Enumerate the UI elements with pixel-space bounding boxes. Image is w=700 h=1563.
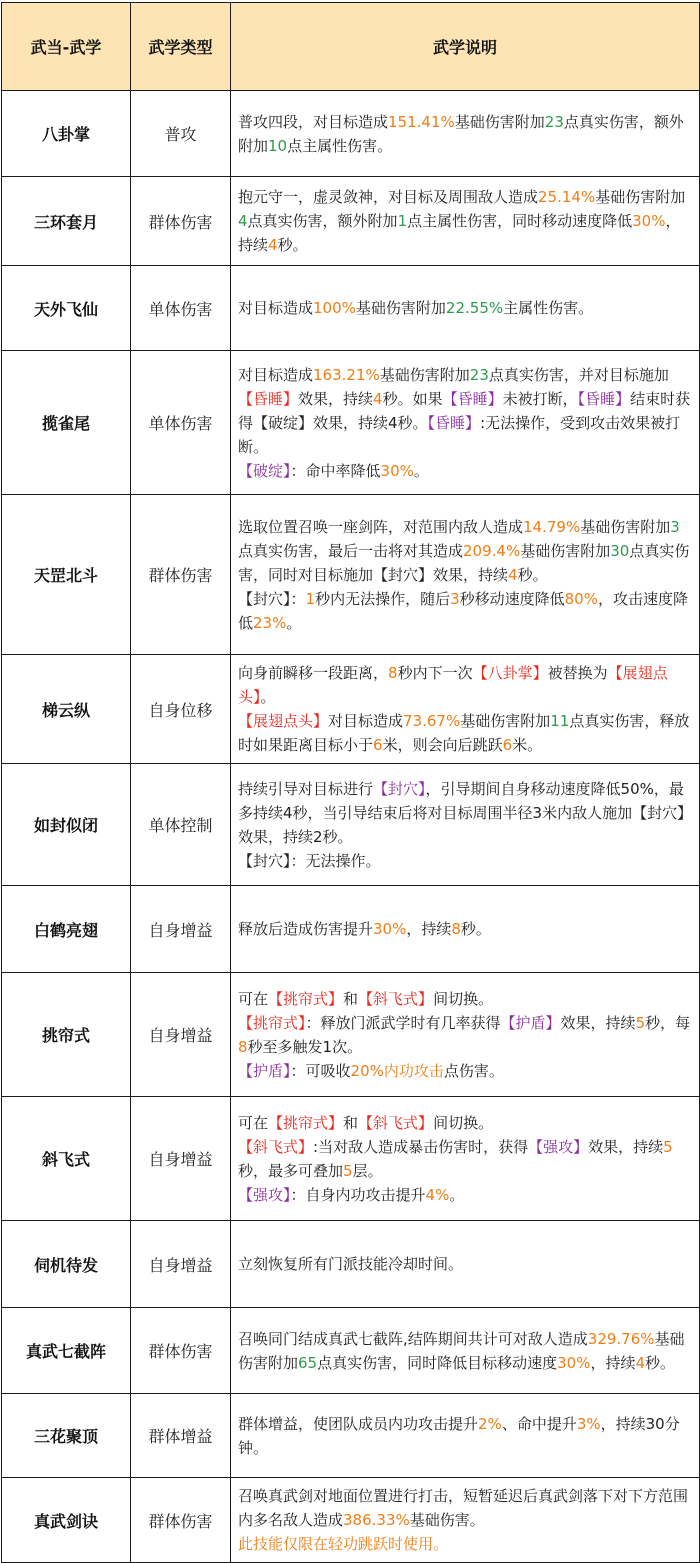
skill-type: 普攻: [131, 91, 231, 177]
skill-type: 自身增益: [131, 1221, 231, 1308]
table-row: [2, 266, 700, 351]
skill-type: 自身增益: [131, 1097, 231, 1221]
description-text: 【昏睡】: [427, 413, 481, 432]
skill-type: 自身增益: [131, 886, 231, 973]
description-text: 329.76%: [587, 1329, 655, 1348]
description-text: 此技能仅限在轻功跳跃时使用。: [238, 1535, 449, 1553]
description-text: 3: [450, 589, 460, 608]
table-row: [2, 655, 700, 764]
description-text: 3: [670, 517, 680, 536]
description-text: 22.55%: [445, 299, 504, 317]
description-text: 秒内无法操作，随后: [315, 589, 451, 608]
description-text: 【挑帘式】: [268, 989, 344, 1008]
description-text: 【昏睡】: [238, 389, 299, 408]
skill-name: 揽雀尾: [2, 351, 131, 495]
description-text: 秒内下一次: [397, 664, 473, 682]
description-text: 秒，每: [645, 1013, 691, 1032]
table-row: [2, 1097, 700, 1221]
skill-name: 八卦掌: [2, 91, 131, 177]
description-text: 30%: [373, 920, 407, 938]
skill-type: 群体伤害: [131, 1478, 231, 1563]
description-text: 秒。: [460, 920, 491, 938]
skill-name: 白鹤亮翅: [2, 886, 131, 973]
description-text: 点真实伤害，额外附加: [238, 112, 684, 155]
table-row: [2, 351, 700, 495]
description-text: 100%: [313, 299, 356, 317]
skill-name: 如封似闭: [2, 764, 131, 886]
description-text: 163.21%: [313, 365, 380, 384]
description-text: 8: [238, 1037, 248, 1056]
description-text: 【斜飞式】: [358, 1113, 434, 1132]
description-text: 效果，持续: [588, 1137, 664, 1156]
description-text: 向身前瞬移一段距离，: [238, 664, 389, 682]
description-text: 秒至多触发1次。: [247, 1037, 363, 1056]
description-text: 。: [413, 461, 429, 480]
description-text: 【八卦掌】: [472, 664, 548, 682]
skill-description: [231, 266, 700, 351]
description-text: 【强攻】: [528, 1137, 589, 1156]
table-row: [2, 1394, 700, 1478]
description-text: 【展翅点头】: [238, 664, 668, 706]
description-text: 4: [635, 1353, 646, 1372]
skill-type: 单体伤害: [131, 266, 231, 351]
description-paragraph: [238, 661, 693, 709]
description-text: 米。: [512, 736, 543, 754]
description-paragraph: [238, 515, 693, 587]
description-text: 【护盾】: [238, 1061, 291, 1080]
description-text: 基础伤害附加: [355, 299, 446, 317]
header-skill-type: 武学类型: [131, 3, 231, 91]
description-text: ，持续30分钟。: [238, 1414, 680, 1457]
table-row: [2, 91, 700, 177]
table-row: [2, 764, 700, 886]
skill-type: 群体伤害: [131, 1308, 231, 1394]
table-row: [2, 495, 700, 655]
description-paragraph: [238, 849, 693, 873]
description-text: ，引导期间自身移动速度降低50%，最多持续4秒，当引导结束后将对目标周围半径3米内敌人施加【封穴】效果，持续2秒。: [238, 779, 693, 846]
skill-description: [231, 1394, 700, 1478]
description-paragraph: [238, 1111, 693, 1135]
description-text: ，持续: [590, 1353, 636, 1372]
description-text: 3%: [576, 1414, 601, 1433]
description-text: 【斜飞式】: [238, 1137, 314, 1156]
description-text: 5: [663, 1137, 673, 1156]
description-text: 11: [550, 712, 570, 730]
description-paragraph: [238, 110, 693, 158]
description-text: 2%: [478, 1414, 502, 1433]
description-text: 【封穴】: [373, 779, 426, 798]
skill-type: 自身增益: [131, 973, 231, 1097]
skill-description: [231, 1308, 700, 1394]
description-paragraph: [238, 777, 693, 849]
description-text: 和: [343, 1113, 359, 1132]
description-text: 、命中提升: [501, 1414, 577, 1433]
description-text: 4: [268, 236, 278, 254]
skill-name: 三环套月: [2, 177, 131, 266]
table-row: [2, 1478, 700, 1563]
skill-description: [231, 973, 700, 1097]
description-text: 30%: [557, 1353, 591, 1372]
description-text: 【挑帘式】: [238, 1013, 306, 1032]
description-text: 80%: [564, 589, 598, 608]
description-text: 【强攻】: [238, 1185, 291, 1204]
description-text: 基础伤害附加: [595, 188, 686, 206]
description-text: 【展翅点头】: [238, 712, 329, 730]
description-text: ，攻击速度降低: [238, 589, 688, 632]
skill-description: [231, 177, 700, 266]
description-text: 【挑帘式】: [268, 1113, 344, 1132]
description-text: 基础伤害附加: [460, 712, 551, 730]
description-text: 点真实伤害，释放时如果距离目标小于: [238, 712, 690, 754]
description-text: :当对敌人造成暴击伤害时，获得: [313, 1137, 529, 1156]
description-text: 6: [502, 736, 513, 754]
description-text: ：自身内功攻击提升: [290, 1185, 426, 1204]
description-text: 4: [373, 389, 383, 408]
description-text: 151.41%: [388, 112, 455, 131]
description-text: 秒。: [277, 236, 308, 254]
description-text: 30%: [380, 461, 414, 480]
description-paragraph: [238, 1059, 693, 1083]
header-row: [2, 3, 700, 91]
description-text: 召唤真武剑对地面位置进行打击，短暂延迟后真武剑落下对下方范围内多名敌人造成: [238, 1487, 689, 1529]
description-text: ：可吸收: [290, 1061, 351, 1080]
description-text: 秒，最多可叠加: [238, 1161, 344, 1180]
description-text: 持续引导对目标进行: [238, 779, 374, 798]
description-text: 。: [260, 688, 276, 706]
skill-type: 单体控制: [131, 764, 231, 886]
description-text: 可在: [238, 1113, 269, 1132]
description-text: 结束时获得【破绽】效果，持续4秒。: [238, 389, 691, 432]
description-text: 未被打断，: [502, 389, 578, 408]
table-row: [2, 177, 700, 266]
description-text: 65: [298, 1353, 318, 1372]
description-text: 。: [449, 1185, 465, 1204]
description-text: 25.14%: [538, 188, 596, 206]
skill-table: [1, 2, 700, 1563]
description-paragraph: [238, 1532, 693, 1556]
skill-name: 真武七截阵: [2, 1308, 131, 1394]
description-text: 基础伤害附加: [238, 1329, 685, 1372]
description-paragraph: [238, 917, 693, 941]
description-text: 【封穴】：无法操作。: [238, 851, 381, 870]
description-text: 群体增益，使团队成员内功攻击提升: [238, 1414, 479, 1433]
skill-description: [231, 886, 700, 973]
header-school-skill: 武当-武学: [2, 3, 131, 91]
description-text: 【昏睡】: [577, 389, 631, 408]
description-text: 8: [388, 664, 398, 682]
skill-type: 自身位移: [131, 655, 231, 764]
description-text: 点真实伤害，最后一击将对其造成: [238, 541, 464, 560]
description-text: ：命中率降低: [290, 461, 381, 480]
description-text: 基础伤害附加: [580, 517, 671, 536]
table-row: [2, 886, 700, 973]
description-text: 普攻四段，对目标造成: [238, 112, 389, 131]
description-text: 73.67%: [403, 712, 461, 730]
table-row: [2, 1308, 700, 1394]
description-paragraph: [238, 1183, 693, 1207]
description-text: ，持续: [406, 920, 452, 938]
skill-name: 天外飞仙: [2, 266, 131, 351]
description-text: 释放后造成伤害提升: [238, 920, 374, 938]
description-text: 点伤害。: [443, 1061, 504, 1080]
skill-type: 群体增益: [131, 1394, 231, 1478]
description-text: 【护盾】: [500, 1013, 561, 1032]
description-text: 主属性伤害。: [503, 299, 594, 317]
description-text: 秒移动速度降低: [459, 589, 565, 608]
description-paragraph: [238, 709, 693, 757]
skill-type: 群体伤害: [131, 495, 231, 655]
description-text: 30: [610, 541, 630, 560]
description-text: 抱元守一，虚灵敛神，对目标及周围敌人造成: [238, 188, 539, 206]
skill-type: 群体伤害: [131, 177, 231, 266]
description-paragraph: [238, 1484, 693, 1532]
description-paragraph: [238, 363, 693, 459]
description-text: 对目标造成: [238, 299, 314, 317]
table-row: [2, 973, 700, 1097]
description-paragraph: [238, 1327, 693, 1375]
skill-name: 真武剑诀: [2, 1478, 131, 1563]
description-text: :无法操作，受到攻击效果被打断。: [238, 413, 681, 456]
description-text: 4: [508, 565, 518, 584]
description-text: 间切换。: [433, 1113, 494, 1132]
skill-name: 梯云纵: [2, 655, 131, 764]
description-text: 209.4%: [463, 541, 521, 560]
skill-description: [231, 1478, 700, 1563]
skill-description: [231, 655, 700, 764]
description-paragraph: [238, 987, 693, 1011]
skill-description: [231, 1221, 700, 1308]
description-text: 召唤同门结成真武七截阵,结阵期间共计可对敌人造成: [238, 1329, 588, 1348]
description-text: 点主属性伤害，同时移动速度降低: [407, 212, 633, 230]
description-text: 立刻恢复所有门派技能冷却时间。: [238, 1255, 464, 1273]
description-text: 和: [343, 989, 359, 1008]
description-text: 。: [286, 613, 302, 632]
skill-description: [231, 1097, 700, 1221]
description-paragraph: [238, 1135, 693, 1183]
description-text: 基础伤害附加: [454, 112, 545, 131]
header-skill-description: 武学说明: [231, 3, 700, 91]
description-text: 效果，持续: [560, 1013, 636, 1032]
description-text: 6: [373, 736, 383, 754]
skill-description: [231, 91, 700, 177]
description-text: 效果，持续: [298, 389, 374, 408]
description-text: 【昏睡】: [442, 389, 503, 408]
description-text: 间切换。: [433, 989, 494, 1008]
description-paragraph: [238, 296, 693, 320]
description-text: 基础伤害附加: [520, 541, 611, 560]
description-text: 基础伤害附加: [379, 365, 470, 384]
description-paragraph: [238, 1252, 693, 1276]
description-text: 14.79%: [523, 517, 581, 536]
description-text: 5: [635, 1013, 646, 1032]
skill-description: [231, 351, 700, 495]
description-text: 4%: [425, 1185, 450, 1204]
description-text: 20%内功攻击: [350, 1061, 444, 1080]
description-paragraph: [238, 587, 693, 635]
skill-name: 天罡北斗: [2, 495, 131, 655]
description-text: 30%: [632, 212, 666, 230]
description-text: 可在: [238, 989, 269, 1008]
description-text: 【斜飞式】: [358, 989, 434, 1008]
table-body: [2, 91, 700, 1563]
description-text: 点真实伤害，并对目标施加: [488, 365, 669, 384]
description-text: 对目标造成: [328, 712, 404, 730]
description-paragraph: [238, 1011, 693, 1059]
description-text: 点真实伤害，额外附加: [247, 212, 398, 230]
description-text: 秒。: [645, 1353, 676, 1372]
description-text: 23: [469, 365, 489, 384]
description-text: 秒。如果: [382, 389, 443, 408]
description-paragraph: [238, 459, 693, 483]
description-text: 8: [451, 920, 461, 938]
description-text: 1: [397, 212, 408, 230]
description-text: 4: [238, 212, 248, 230]
description-text: 层。: [352, 1161, 383, 1180]
description-paragraph: [238, 185, 693, 257]
description-text: 【破绽】: [238, 461, 291, 480]
skill-description: [231, 764, 700, 886]
description-text: ，持续: [238, 212, 681, 254]
skill-name: 伺机待发: [2, 1221, 131, 1308]
description-text: 23%: [253, 613, 287, 632]
description-text: 【封穴】：: [238, 589, 306, 608]
description-text: 5: [343, 1161, 353, 1180]
description-text: 米，则会向后跳跃: [382, 736, 503, 754]
description-text: 点真实伤害，同时对目标施加【封穴】效果，持续: [238, 541, 690, 584]
description-text: 386.33%: [343, 1511, 410, 1529]
description-text: 对目标造成: [238, 365, 314, 384]
skill-name: 三花聚顶: [2, 1394, 131, 1478]
description-text: 基础伤害。: [409, 1511, 485, 1529]
description-text: 点主属性伤害。: [287, 136, 393, 155]
description-text: 点真实伤害，同时降低目标移动速度: [317, 1353, 558, 1372]
skill-type: 单体伤害: [131, 351, 231, 495]
description-text: ：释放门派武学时有几率获得: [305, 1013, 501, 1032]
skill-name: 挑帘式: [2, 973, 131, 1097]
description-text: 秒。: [517, 565, 548, 584]
description-text: 选取位置召唤一座剑阵，对范围内敌人造成: [238, 517, 524, 536]
table-row: [2, 1221, 700, 1308]
description-text: 23: [544, 112, 564, 131]
description-text: 10: [268, 136, 288, 155]
description-text: 被替换为: [547, 664, 608, 682]
skill-description: [231, 495, 700, 655]
description-text: 1: [305, 589, 316, 608]
description-paragraph: [238, 1412, 693, 1460]
skill-name: 斜飞式: [2, 1097, 131, 1221]
